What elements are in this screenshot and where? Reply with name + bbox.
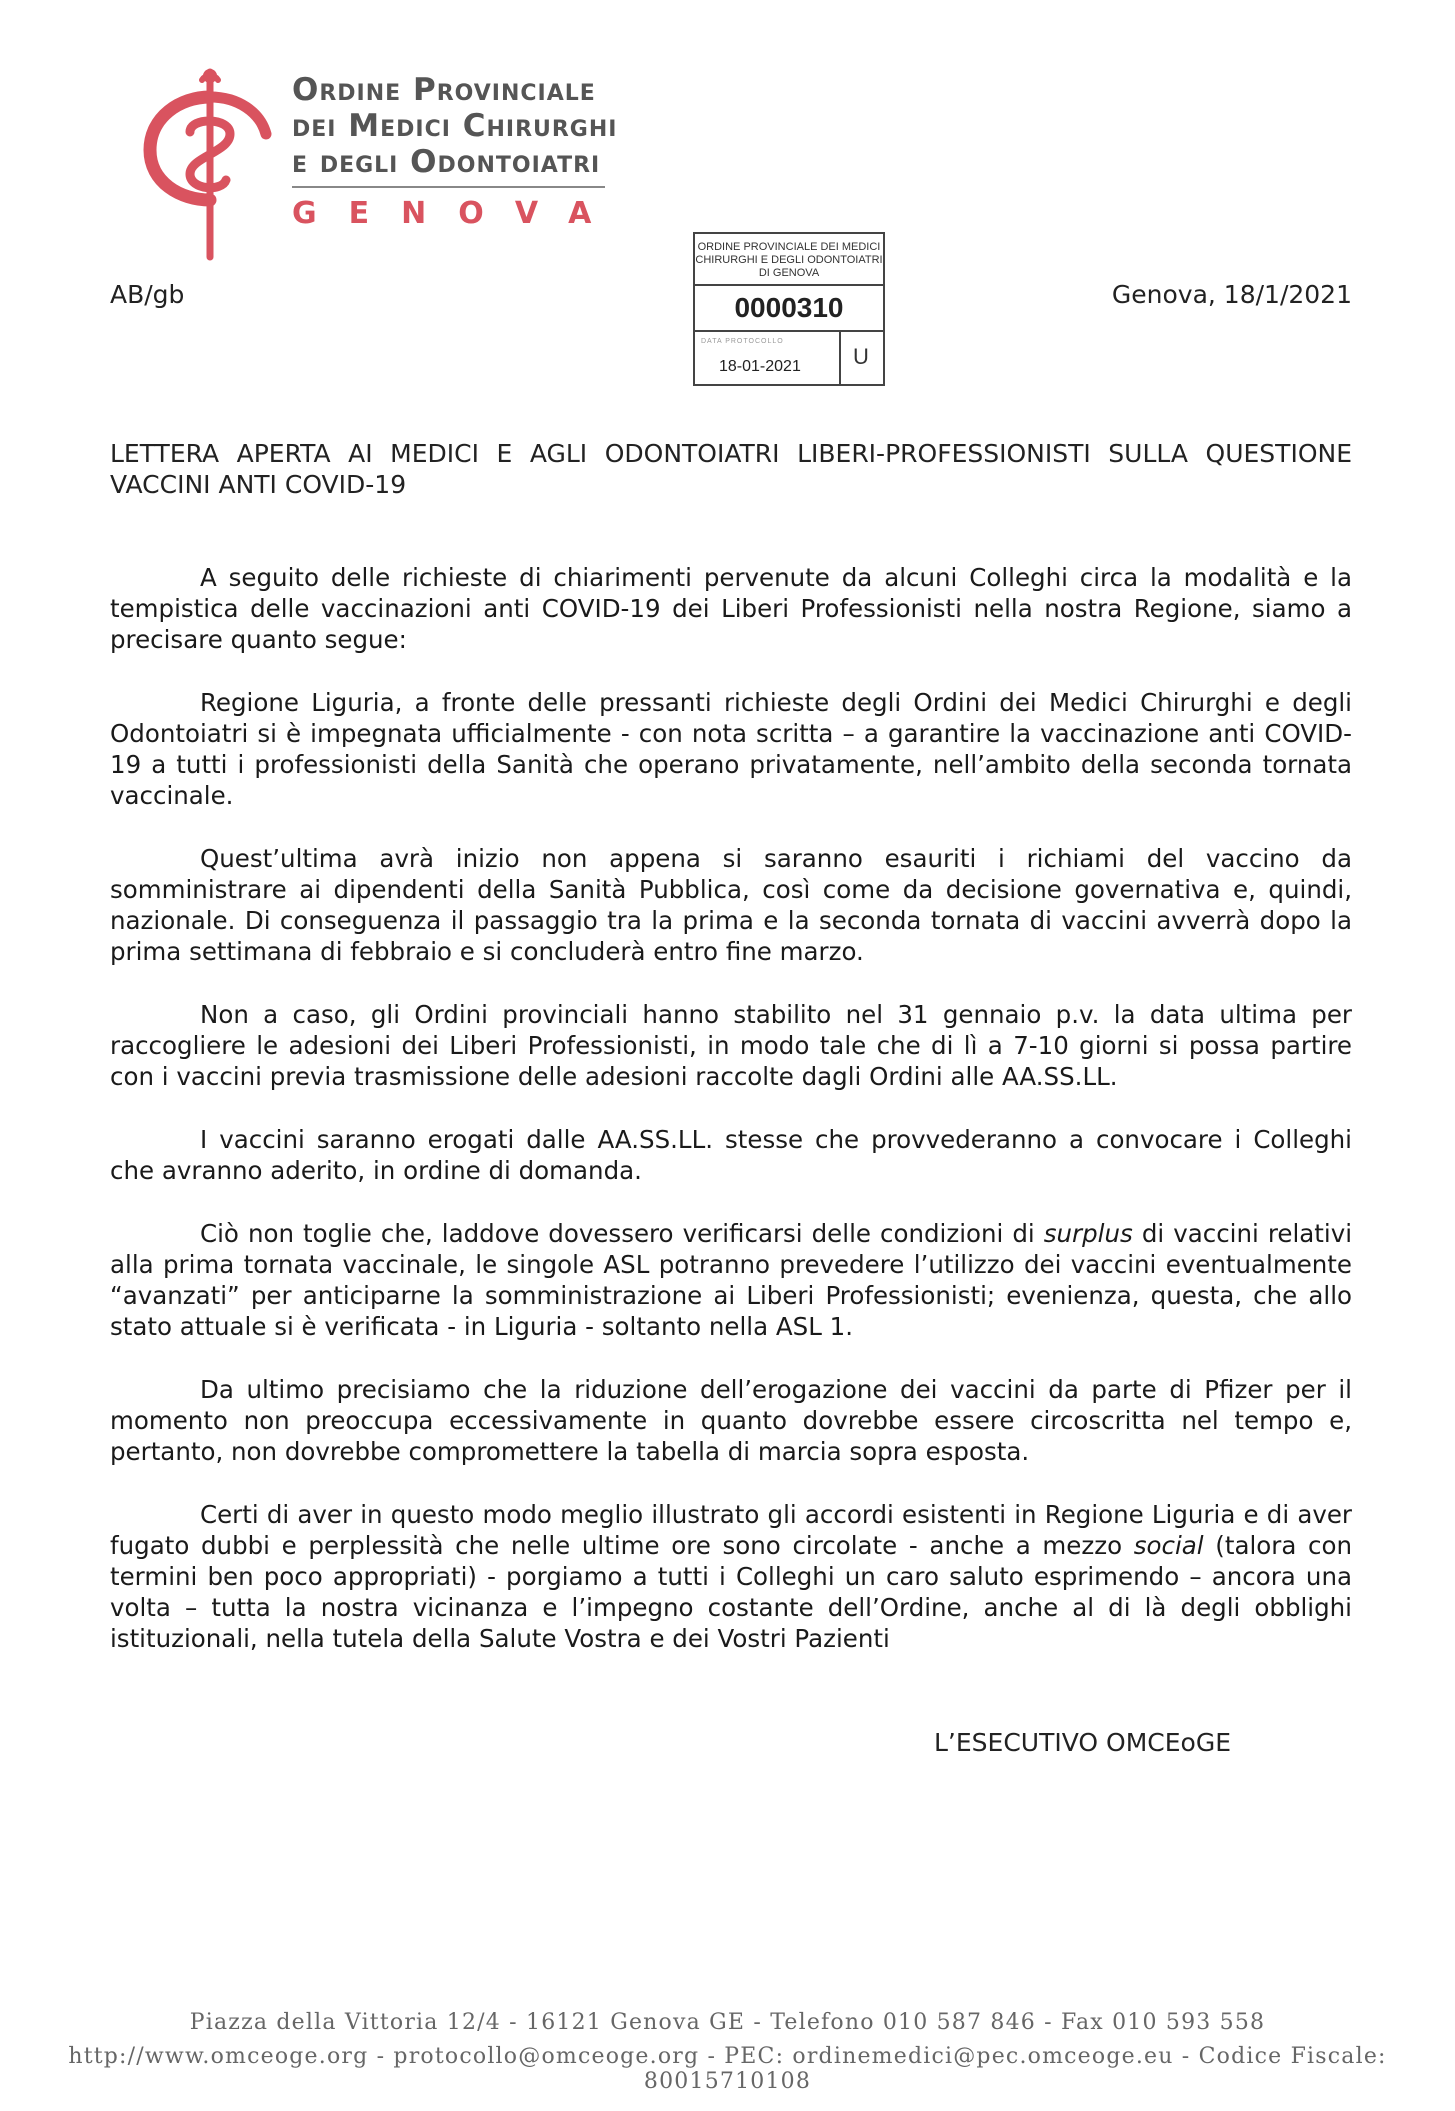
letter-body bbox=[110, 562, 1352, 1686]
letterhead-divider bbox=[292, 186, 605, 188]
protocol-number: 0000310 bbox=[695, 286, 883, 332]
footer-address: Piazza della Vittoria 12/4 - 16121 Genova GE - Telefono 010 587 846 - Fax 010 593 558 bbox=[189, 2010, 1266, 2035]
org-city: GENOVA bbox=[292, 196, 624, 231]
paragraph-4: Non a caso, gli Ordini provinciali hanno stabilito nel 31 gennaio p.v. la data ultima per raccogliere le adesioni dei Liberi Professionisti, in modo tale che di lì a 7-10 giorni si possa partire con i vaccini previa trasmissione delle adesioni raccolte dagli Ordini alle AA.SS.LL. bbox=[110, 1000, 1352, 1091]
paragraph-3: Quest’ultima avrà inizio non appena si saranno esauriti i richiami del vaccino da somministrare ai dipendenti della Sanità Pubblica, così come da decisione governativa e, quindi, nazionale. Di conseguenza il passaggio tra la prima e la seconda tornata di vaccini avverrà dopo la prima settimana di febbraio e si concluderà entro fine marzo. bbox=[110, 844, 1352, 966]
stamp-header: ORDINE PROVINCIALE DEI MEDICI CHIRURGHI E DEGLI ODONTOIATRI DI GENOVA bbox=[695, 234, 883, 286]
paragraph-7: Da ultimo precisiamo che la riduzione dell’erogazione dei vaccini da parte di Pfizer per il momento non preoccupa eccessivamente in quanto dovrebbe essere circoscritta nel tempo e, pertanto, non dovrebbe compromettere la tabella di marcia sopra esposta. bbox=[110, 1375, 1352, 1466]
caduceus-icon bbox=[140, 62, 280, 262]
letter-subject: LETTERA APERTA AI MEDICI E AGLI ODONTOIATRI LIBERI-PROFESSIONISTI SULLA QUESTIONE VACCINI ANTI COVID-19 bbox=[110, 439, 1352, 499]
org-name-line-2: dei Medici Chirurghi bbox=[292, 108, 618, 144]
paragraph-6-text-b: di vaccini relativi alla prima tornata vaccinale, le singole ASL potranno prevedere l’utilizzo dei vaccini eventualmente “avanzati” per anticiparne la somministrazione ai Liberi Professionisti; evenienza, questa, che allo stato attuale si è verificata - in Liguria - soltanto nella ASL 1. bbox=[110, 1219, 1353, 1341]
paragraph-8-text-a: Certi di aver in questo modo meglio illustrato gli accordi esistenti in Regione Liguria e di aver fugato dubbi e perplessità che nelle ultime ore sono circolate - anche a mezzo bbox=[110, 1500, 1352, 1560]
paragraph-5: I vaccini saranno erogati dalle AA.SS.LL. stesse che provvederanno a convocare i Colleghi che avranno aderito, in ordine di domanda. bbox=[110, 1125, 1352, 1185]
org-name-line-3: e degli Odontoiatri bbox=[292, 144, 601, 180]
org-name-line-1: Ordine Provinciale bbox=[292, 72, 596, 108]
org-name bbox=[292, 72, 617, 180]
paragraph-2: Regione Liguria, a fronte delle pressanti richieste degli Ordini dei Medici Chirurghi e degli Odontoiatri si è impegnata ufficialmente - con nota scritta – a garantire la vaccinazione anti COVID-19 a tutti i professionisti della Sanità che operano privatamente, nell’ambito della seconda tornata vaccinale. bbox=[110, 688, 1352, 810]
paragraph-8 bbox=[110, 1499, 1352, 1654]
paragraph-1: A seguito delle richieste di chiarimenti pervenute da alcuni Colleghi circa la modalità e la tempistica delle vaccinazioni anti COVID-19 dei Liberi Professionisti nella nostra Regione, siamo a precisare quanto segue: bbox=[110, 563, 1352, 654]
paragraph-6 bbox=[110, 1218, 1352, 1342]
stamp-date-label: DATA PROTOCOLLO bbox=[701, 338, 784, 345]
signature: L’ESECUTIVO OMCEoGE bbox=[934, 1728, 1231, 1757]
paragraph-6-text-a: Ciò non toglie che, laddove dovessero verificarsi delle condizioni di bbox=[200, 1219, 1044, 1248]
reference-initials: AB/gb bbox=[110, 280, 185, 309]
paragraph-8-emphasis: social bbox=[1133, 1531, 1204, 1560]
paragraph-6-emphasis: surplus bbox=[1043, 1219, 1133, 1248]
place-date: Genova, 18/1/2021 bbox=[1111, 280, 1352, 309]
stamp-footer bbox=[695, 332, 883, 386]
stamp-direction: U bbox=[853, 344, 869, 369]
stamp-divider bbox=[839, 332, 841, 386]
protocol-stamp bbox=[693, 232, 885, 386]
stamp-date: 18-01-2021 bbox=[719, 358, 801, 375]
paragraph-8-text-b: (talora con termini ben poco appropriati) - porgiamo a tutti i Colleghi un caro saluto esprimendo – ancora una volta – tutta la nostra vicinanza e l’impegno costante dell’Ordine, anche al di là degli obblighi istituzionali, nella tutela della Salute Vostra e dei Vostri Pazienti bbox=[110, 1531, 1353, 1653]
footer-contacts: http://www.omceoge.org - protocollo@omceoge.org - PEC: ordinemedici@pec.omceoge.eu - Codice Fiscale: 80015710108 bbox=[68, 2044, 1387, 2094]
